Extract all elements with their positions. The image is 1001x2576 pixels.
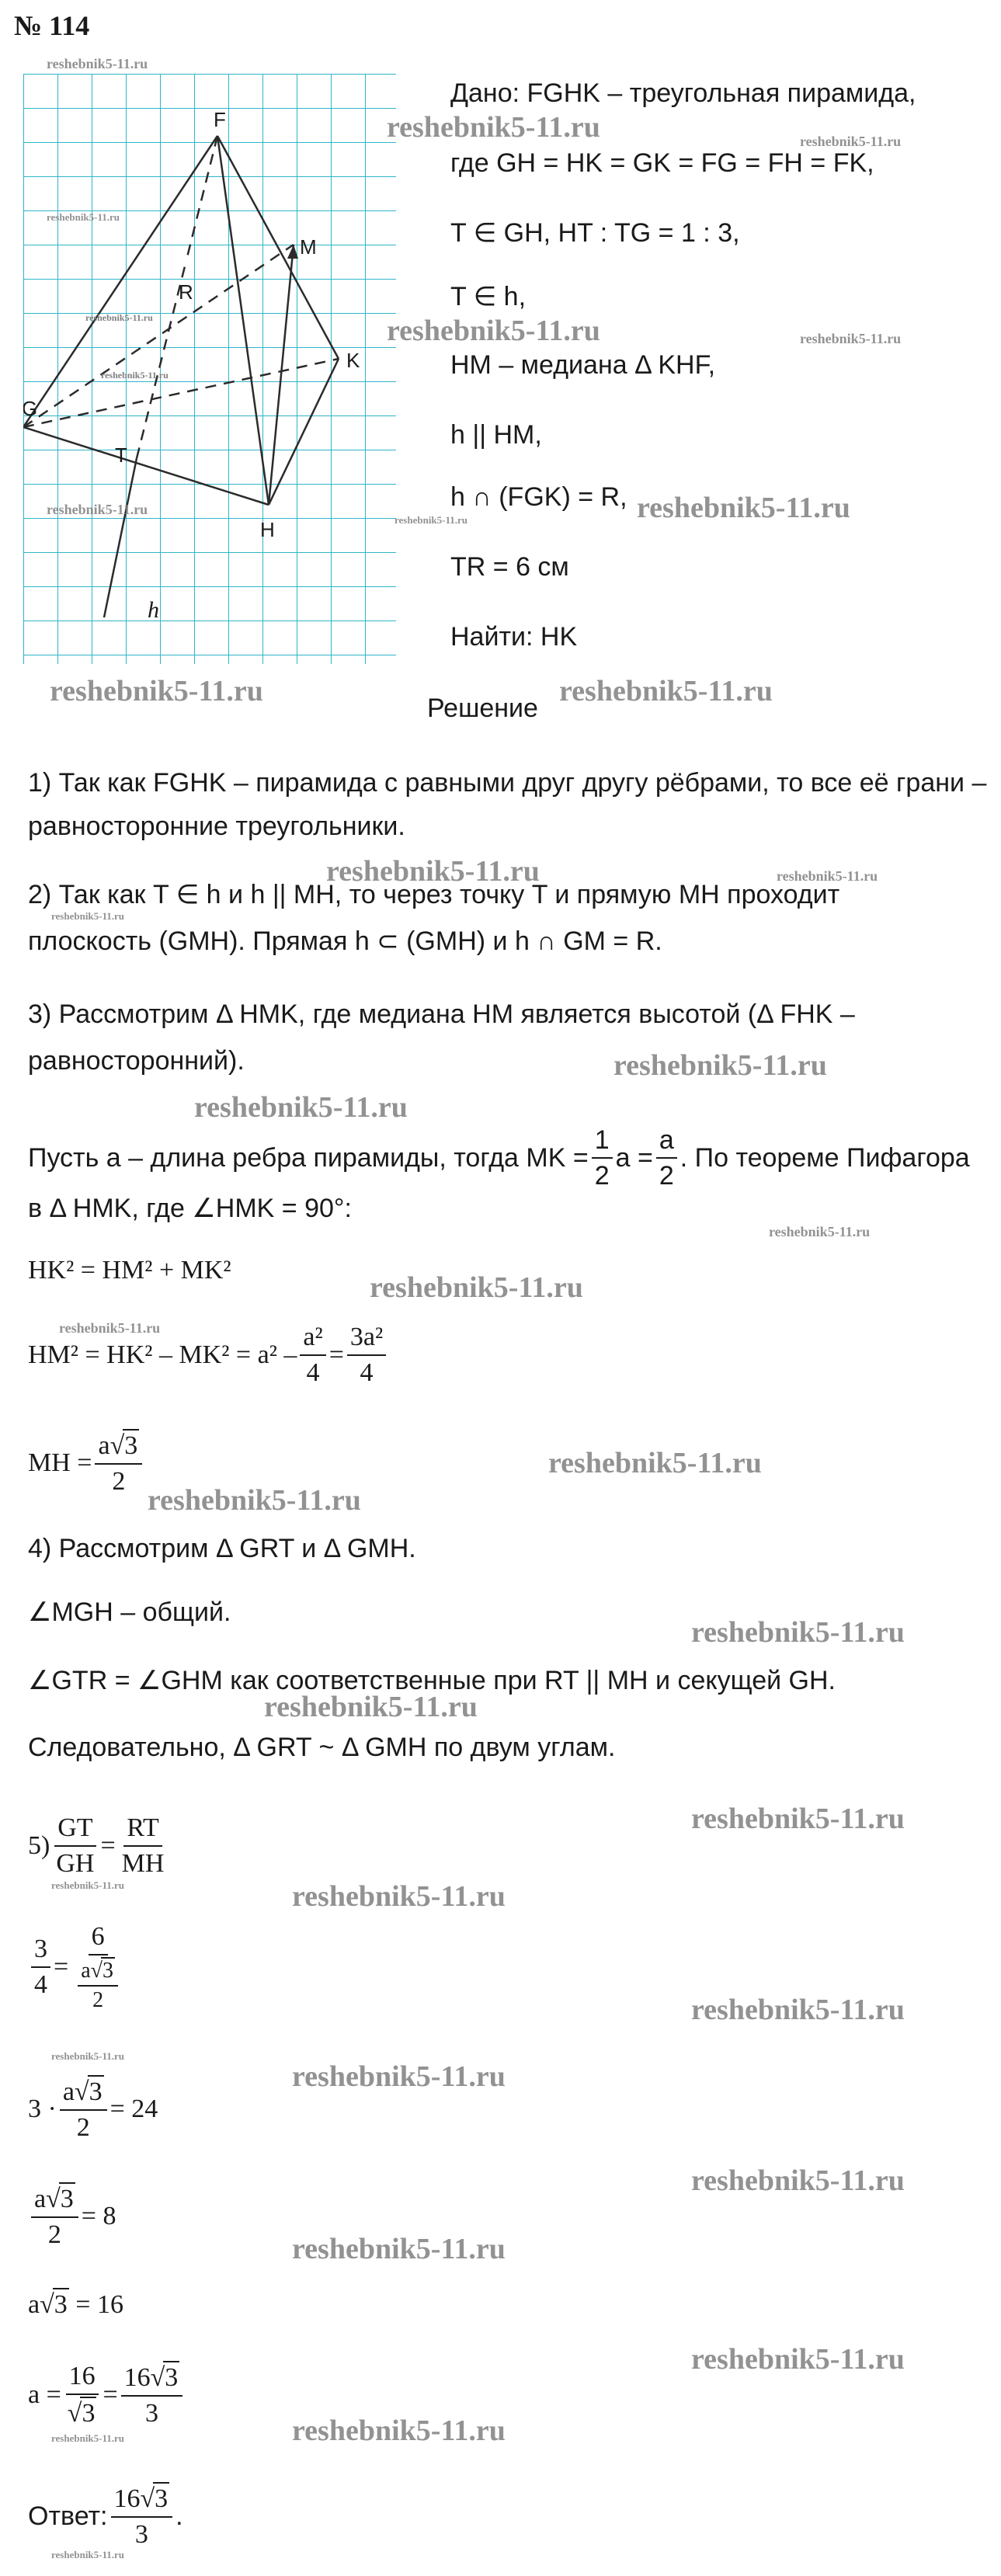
answer-line: Ответ: $\frac{16√3}{3}$ . <box>28 2482 183 2550</box>
label-M: M <box>300 235 317 259</box>
fraction-a2-4: $\frac{\text{a²}}{4}$ <box>300 1322 325 1389</box>
watermark: reshebnik5-11.ru <box>264 1691 478 1723</box>
label-H: H <box>260 518 275 541</box>
watermark: reshebnik5-11.ru <box>769 1224 871 1239</box>
fraction-rt-mh: $\frac{RT}{MH}$ <box>121 1813 165 1878</box>
fraction-3a2-4: $\frac{\text{3a²}}{4}$ <box>347 1322 386 1389</box>
given-line-8: TR = 6 см <box>450 552 569 582</box>
label-h: h <box>148 597 159 623</box>
fraction-16-sqrt3: $\frac{16}{√3}$ <box>64 2361 100 2429</box>
figure-watermark-2: reshebnik5-11.ru <box>101 370 169 381</box>
watermark: reshebnik5-11.ru <box>691 1616 905 1649</box>
step3-c-pre: Пусть a – длина ребра пирамиды, тогда MK = <box>28 1143 589 1173</box>
pyramid-figure <box>23 74 396 664</box>
fraction-gt-gh: $\frac{GT}{GH}$ <box>53 1813 97 1879</box>
equation-a-value: a = $\frac{16}{√3}$ = $\frac{16√3}{3}$ <box>28 2361 186 2429</box>
fraction-a-sqrt3-2: $\frac{a√3}{2}$ <box>95 1429 142 1497</box>
step2-line-b: плоскость (GMH). Прямая h ⊂ (GMH) и h ∩ GM = R. <box>28 926 662 956</box>
watermark: reshebnik5-11.ru <box>394 514 468 526</box>
watermark: reshebnik5-11.ru <box>59 1320 161 1336</box>
watermark: reshebnik5-11.ru <box>51 2549 125 2560</box>
step3-line-b: равносторонний). <box>28 1046 245 1076</box>
given-line-5: HM – медиана Δ KHF, <box>450 350 716 380</box>
step1-line-a: 1) Так как FGHK – пирамида с равными друг другу рёбрами, то все её грани – <box>28 768 987 798</box>
solution-heading: Решение <box>427 694 538 723</box>
equation-equals-8: $\frac{a√3}{2}$ = 8 <box>28 2182 116 2251</box>
equation-substitution: $\frac{3}{4}$ = $\frac{6}{\frac{a√3}{2}}$ <box>28 1921 127 2013</box>
watermark: reshebnik5-11.ru <box>51 2050 125 2062</box>
sqrt-sign: √ <box>109 1431 125 1460</box>
given-line-2: где GH = HK = GK = FG = FH = FK, <box>450 148 874 178</box>
equation-cross-multiply: 3 · $\frac{a√3}{2}$ = 24 <box>28 2075 158 2143</box>
watermark: reshebnik5-11.ru <box>777 868 878 884</box>
watermark: reshebnik5-11.ru <box>51 910 125 922</box>
watermark: reshebnik5-11.ru <box>148 1484 361 1517</box>
watermark: reshebnik5-11.ru <box>194 1091 408 1124</box>
figure-watermark-1: reshebnik5-11.ru <box>85 312 153 323</box>
watermark: reshebnik5-11.ru <box>800 134 902 149</box>
given-line-3: T ∈ GH, HT : TG = 1 : 3, <box>450 218 740 248</box>
fraction-a-sqrt3-2-b: $\frac{a√3}{2}$ <box>60 2075 107 2143</box>
step3-line-a: 3) Рассмотрим Δ HMK, где медиана HM является высотой (Δ FHK – <box>28 999 855 1029</box>
step4-line-d: Следовательно, Δ GRT ~ Δ GMH по двум углам. <box>28 1733 616 1762</box>
label-G: G <box>23 397 38 420</box>
equation-mh: MH = $\frac{a√3}{2}$ <box>28 1429 145 1497</box>
watermark: reshebnik5-11.ru <box>559 675 773 707</box>
step3-line-d: в Δ HMK, где ∠HMK = 90°: <box>28 1194 352 1223</box>
watermark: reshebnik5-11.ru <box>387 111 600 144</box>
watermark: reshebnik5-11.ru <box>691 2164 905 2197</box>
problem-number: № 114 <box>14 10 90 41</box>
label-K: K <box>346 349 360 372</box>
watermark: reshebnik5-11.ru <box>548 1447 762 1479</box>
pyramid-diagram <box>23 74 396 664</box>
answer-fraction: $\frac{16√3}{3}$ <box>111 2482 173 2550</box>
given-line-1: Дано: FGHK – треугольная пирамида, <box>450 78 916 108</box>
watermark: reshebnik5-11.ru <box>637 492 850 524</box>
fraction-16sqrt3-3: $\frac{16√3}{3}$ <box>121 2361 183 2429</box>
watermark: reshebnik5-11.ru <box>51 1879 125 1891</box>
watermark: reshebnik5-11.ru <box>47 502 148 517</box>
given-line-6: h || HM, <box>450 420 542 450</box>
step4-line-c: ∠GTR = ∠GHM как соответственные при RT || MH и секущей GH. <box>28 1666 836 1695</box>
fraction-6-over-a-sqrt3-2: $\frac{6}{\frac{a√3}{2}}$ <box>71 1921 124 2013</box>
watermark: reshebnik5-11.ru <box>691 2343 905 2376</box>
watermark: reshebnik5-11.ru <box>387 315 600 347</box>
equation-pythagoras: HK² = HM² + MK² <box>28 1256 231 1285</box>
equation-hm-squared: HM² = HK² – MK² = a² – $\frac{\text{a²}}{4}$ = $\frac{\text{3a²}}{4}$ <box>28 1322 389 1389</box>
watermark: reshebnik5-11.ru <box>50 675 263 707</box>
watermark: reshebnik5-11.ru <box>326 855 540 888</box>
step1-line-b: равносторонние треугольники. <box>28 812 405 841</box>
watermark: reshebnik5-11.ru <box>691 1803 905 1835</box>
step2-line-a: 2) Так как T ∈ h и h || MH, то через точку T и прямую MH проходит <box>28 880 840 909</box>
label-T: T <box>115 443 127 467</box>
watermark: reshebnik5-11.ru <box>292 2060 506 2093</box>
label-R: R <box>179 280 193 304</box>
watermark: reshebnik5-11.ru <box>613 1049 827 1082</box>
watermark: reshebnik5-11.ru <box>292 1880 506 1913</box>
watermark: reshebnik5-11.ru <box>292 2233 506 2265</box>
watermark: reshebnik5-11.ru <box>292 2414 506 2447</box>
equation-equals-16: a√3 = 16 <box>28 2288 123 2320</box>
grid-background <box>23 74 396 664</box>
given-line-7: h ∩ (FGK) = R, <box>450 482 627 512</box>
given-line-9: Найти: HK <box>450 622 578 652</box>
step4-line-a: 4) Рассмотрим Δ GRT и Δ GMH. <box>28 1534 416 1563</box>
watermark: reshebnik5-11.ru <box>800 331 902 346</box>
step3-line-c: Пусть a – длина ребра пирамиды, тогда MK = $\frac{1}{2}$ a = $\frac{a}{2}$ . По теореме Пифагора <box>28 1125 970 1191</box>
fraction-a-sqrt3-2-c: $\frac{a√3}{2}$ <box>31 2182 78 2251</box>
fraction-one-half: $\frac{1}{2}$ <box>592 1125 613 1191</box>
label-F: F <box>214 108 226 131</box>
given-line-4: T ∈ h, <box>450 282 527 311</box>
proportion-equation: 5) $\frac{GT}{GH}$ = $\frac{RT}{MH}$ <box>28 1813 170 1879</box>
watermark: reshebnik5-11.ru <box>47 56 148 71</box>
fraction-3-4: $\frac{3}{4}$ <box>31 1934 50 2001</box>
fraction-a-half: $\frac{a}{2}$ <box>656 1125 677 1191</box>
step4-line-b: ∠MGH – общий. <box>28 1597 231 1627</box>
watermark: reshebnik5-11.ru <box>51 2432 125 2444</box>
watermark: reshebnik5-11.ru <box>370 1271 583 1304</box>
watermark: reshebnik5-11.ru <box>691 1994 905 2026</box>
watermark: reshebnik5-11.ru <box>47 211 120 223</box>
